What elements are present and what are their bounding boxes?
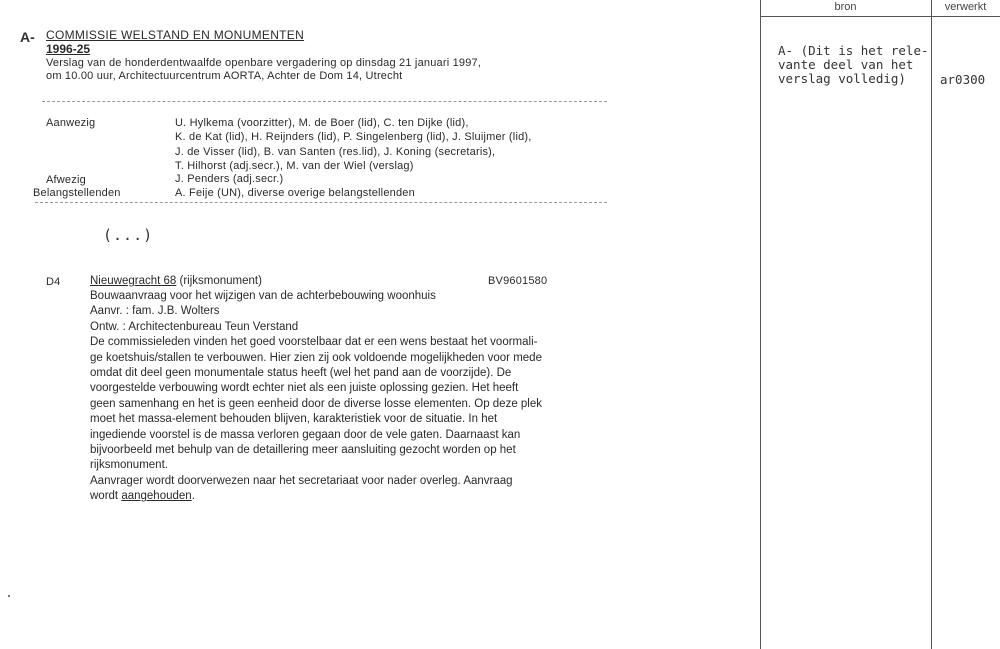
source-note-line: verslag volledig): [778, 71, 906, 86]
stakeholders-value: A. Feije (UN), diverse overige belangstellenden: [175, 187, 415, 199]
absent-label: Afwezig: [46, 174, 86, 186]
item-text-line: omdat dit deel geen monumentale status heeft (wel het pand aan de voorzijde). De: [90, 367, 512, 380]
column-header-verwerkt: verwerkt: [944, 1, 987, 13]
column-divider-right: [931, 0, 932, 649]
item-address: Nieuwegracht 68: [90, 275, 177, 287]
present-list: [175, 116, 532, 173]
committee-title: COMMISSIE WELSTAND EN MONUMENTEN: [46, 28, 305, 42]
present-line: J. de Visser (lid), B. van Santen (res.lid), J. Koning (secretaris),: [175, 145, 496, 158]
item-text-line: Aanvrager wordt doorverwezen naar het secretariaat voor nader overleg. Aanvraag: [90, 474, 513, 487]
item-decision-prefix: wordt: [90, 490, 122, 503]
item-status: (rijksmonument): [179, 275, 262, 287]
item-decision: aangehouden: [121, 490, 192, 503]
present-line: K. de Kat (lid), H. Reijnders (lid), P. Singelenberg (lid), J. Sluijmer (lid),: [175, 131, 532, 144]
margin-marker: A-: [20, 29, 35, 45]
item-designer: Ontw. : Architectenbureau Teun Verstand: [90, 320, 299, 333]
processed-code: ar0300: [940, 72, 986, 87]
report-line-2: om 10.00 uur, Architectuurcentrum AORTA, Achter de Dom 14, Utrecht: [46, 70, 403, 82]
item-address-line: [90, 275, 262, 287]
divider-top: [42, 101, 607, 102]
source-note-line: A- (Dit is het rele-: [778, 43, 929, 58]
item-text-line: voorgestelde verbouwing wordt echter niet als een juiste oplossing gezien. Het heeft: [90, 382, 519, 395]
report-number: 1996-25: [46, 42, 91, 56]
present-line: U. Hylkema (voorzitter), M. de Boer (lid), C. ten Dijke (lid),: [175, 117, 469, 129]
item-subject: Bouwaanvraag voor het wijzigen van de achterbebouwing woonhuis: [90, 290, 436, 302]
source-note: [778, 44, 929, 86]
item-text-line: De commissieleden vinden het goed voorstelbaar dat er een wens bestaat het voormali-: [90, 336, 538, 349]
stakeholders-label: Belangstellenden: [33, 187, 121, 199]
item-code: D4: [46, 276, 61, 288]
present-line: T. Hilhorst (adj.secr.), M. van der Wiel (verslag): [175, 159, 414, 172]
absent-value: J. Penders (adj.secr.): [175, 173, 284, 185]
present-label: Aanwezig: [46, 117, 96, 129]
item-text-line: moet het massa-element behouden blijven, karakteristiek voor de situatie. In het: [90, 413, 498, 426]
item-text-line: geen samenhang en het is geen eenheid door de diverse losse elementen. Op deze plek: [90, 397, 543, 410]
column-header-rule: [760, 16, 1000, 17]
item-decision-line: [90, 489, 542, 504]
scan-dot: [8, 595, 10, 597]
item-text-line: bijvoorbeeld met behulp van de detaillering meer aansluiting gezocht worden op het: [90, 444, 516, 457]
item-decision-suffix: .: [191, 490, 195, 503]
divider-bottom: [35, 202, 607, 203]
item-applicant: Aanvr. : fam. J.B. Wolters: [90, 305, 220, 318]
report-line-1: Verslag van de honderdentwaalfde openbare vergadering op dinsdag 21 januari 1997,: [46, 57, 482, 69]
item-body: [90, 289, 542, 505]
omission-ellipsis: (...): [103, 226, 154, 244]
item-text-line: ingediende voorstel is de massa verloren gegaan door de vele gaten. Daarnaast kan: [90, 428, 521, 441]
item-reference: BV9601580: [488, 275, 548, 287]
item-text-line: rijksmonument.: [90, 459, 168, 472]
column-header-bron: bron: [834, 1, 857, 13]
item-text-line: ge koetshuis/stallen te verbouwen. Hier zien zij ook voldoende mogelijkheden voor mede: [90, 351, 542, 364]
column-divider-left: [760, 0, 761, 649]
source-note-line: vante deel van het: [778, 57, 914, 72]
